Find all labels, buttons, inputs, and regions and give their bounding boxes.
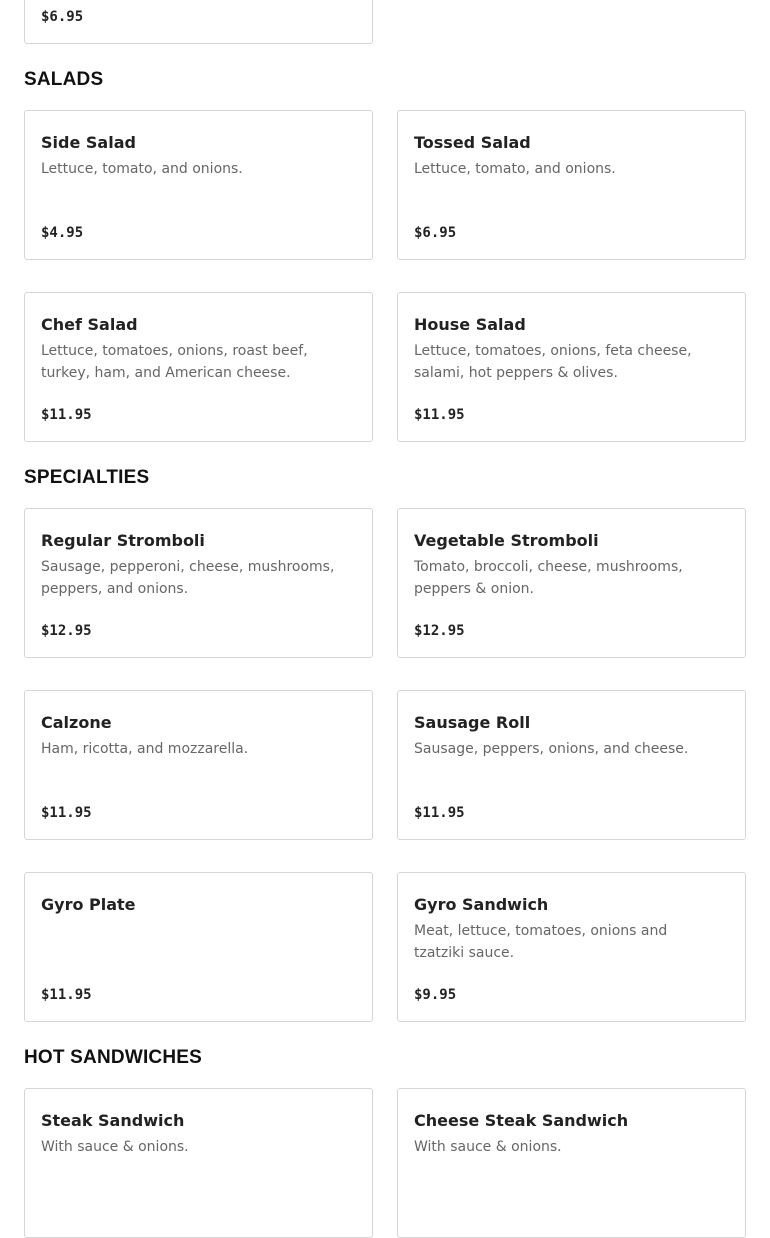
item-description: With sauce & onions. <box>41 1139 189 1155</box>
item-name: Calzone <box>41 713 112 732</box>
menu-item-tossed-salad[interactable] <box>397 110 746 260</box>
item-price: $9.95 <box>414 987 457 1003</box>
item-name: Sausage Roll <box>414 713 531 732</box>
item-description: Lettuce, tomatoes, onions, roast beef, turkey, ham, and American cheese. <box>41 343 308 381</box>
item-price: $12.95 <box>41 623 92 639</box>
item-description: Lettuce, tomato, and onions. <box>414 161 616 177</box>
item-name: Gyro Plate <box>41 895 136 914</box>
item-name: Vegetable Stromboli <box>414 531 599 550</box>
section-title-specialties: SPECIALTIES <box>24 467 150 488</box>
item-name: Gyro Sandwich <box>414 895 549 914</box>
item-price: $11.95 <box>414 407 465 423</box>
menu-item-gyro-plate[interactable] <box>24 872 373 1022</box>
menu-item-sausage-roll[interactable] <box>397 690 746 840</box>
item-price: $11.95 <box>414 805 465 821</box>
menu-item-vegetable-stromboli[interactable] <box>397 508 746 658</box>
menu-item-cheese-steak-sandwich[interactable] <box>397 1088 746 1238</box>
specialties-grid <box>24 508 746 1022</box>
item-description: Sausage, pepperoni, cheese, mushrooms, peppers, and onions. <box>41 559 335 597</box>
item-price: $11.95 <box>41 805 92 821</box>
item-description: With sauce & onions. <box>414 1139 562 1155</box>
menu-item-house-salad[interactable] <box>397 292 746 442</box>
item-description: Sausage, peppers, onions, and cheese. <box>414 741 689 757</box>
menu-item-chef-salad[interactable] <box>24 292 373 442</box>
item-description: Tomato, broccoli, cheese, mushrooms, peppers & onion. <box>414 559 683 597</box>
item-name: Chef Salad <box>41 315 138 334</box>
item-price: $11.95 <box>41 987 92 1003</box>
item-description: Ham, ricotta, and mozzarella. <box>41 741 249 757</box>
item-name: Side Salad <box>41 133 136 152</box>
item-price: $6.95 <box>41 9 84 25</box>
menu-item-side-salad[interactable] <box>24 110 373 260</box>
menu-item-steak-sandwich[interactable] <box>24 1088 373 1238</box>
menu-item-gyro-sandwich[interactable] <box>397 872 746 1022</box>
section-title-salads: SALADS <box>24 69 104 90</box>
item-price: $6.95 <box>414 225 457 241</box>
item-name: House Salad <box>414 315 526 334</box>
item-name: Steak Sandwich <box>41 1111 185 1130</box>
menu-item-calzone[interactable] <box>24 690 373 840</box>
hot-sandwiches-grid <box>24 1088 746 1238</box>
item-name: Regular Stromboli <box>41 531 205 550</box>
section-title-hot-sandwiches: HOT SANDWICHES <box>24 1047 203 1068</box>
salads-grid <box>24 110 746 442</box>
item-name: Tossed Salad <box>414 133 531 152</box>
item-description: Lettuce, tomato, and onions. <box>41 161 243 177</box>
menu-item-regular-stromboli[interactable] <box>24 508 373 658</box>
item-price: $12.95 <box>414 623 465 639</box>
menu-page <box>24 0 746 1238</box>
item-name: Cheese Steak Sandwich <box>414 1111 629 1130</box>
menu-item-card[interactable] <box>24 0 373 44</box>
item-price: $11.95 <box>41 407 92 423</box>
item-description: Meat, lettuce, tomatoes, onions and tzatziki sauce. <box>414 923 668 961</box>
item-description: Lettuce, tomatoes, onions, feta cheese, salami, hot peppers & olives. <box>414 343 692 381</box>
item-price: $4.95 <box>41 225 84 241</box>
